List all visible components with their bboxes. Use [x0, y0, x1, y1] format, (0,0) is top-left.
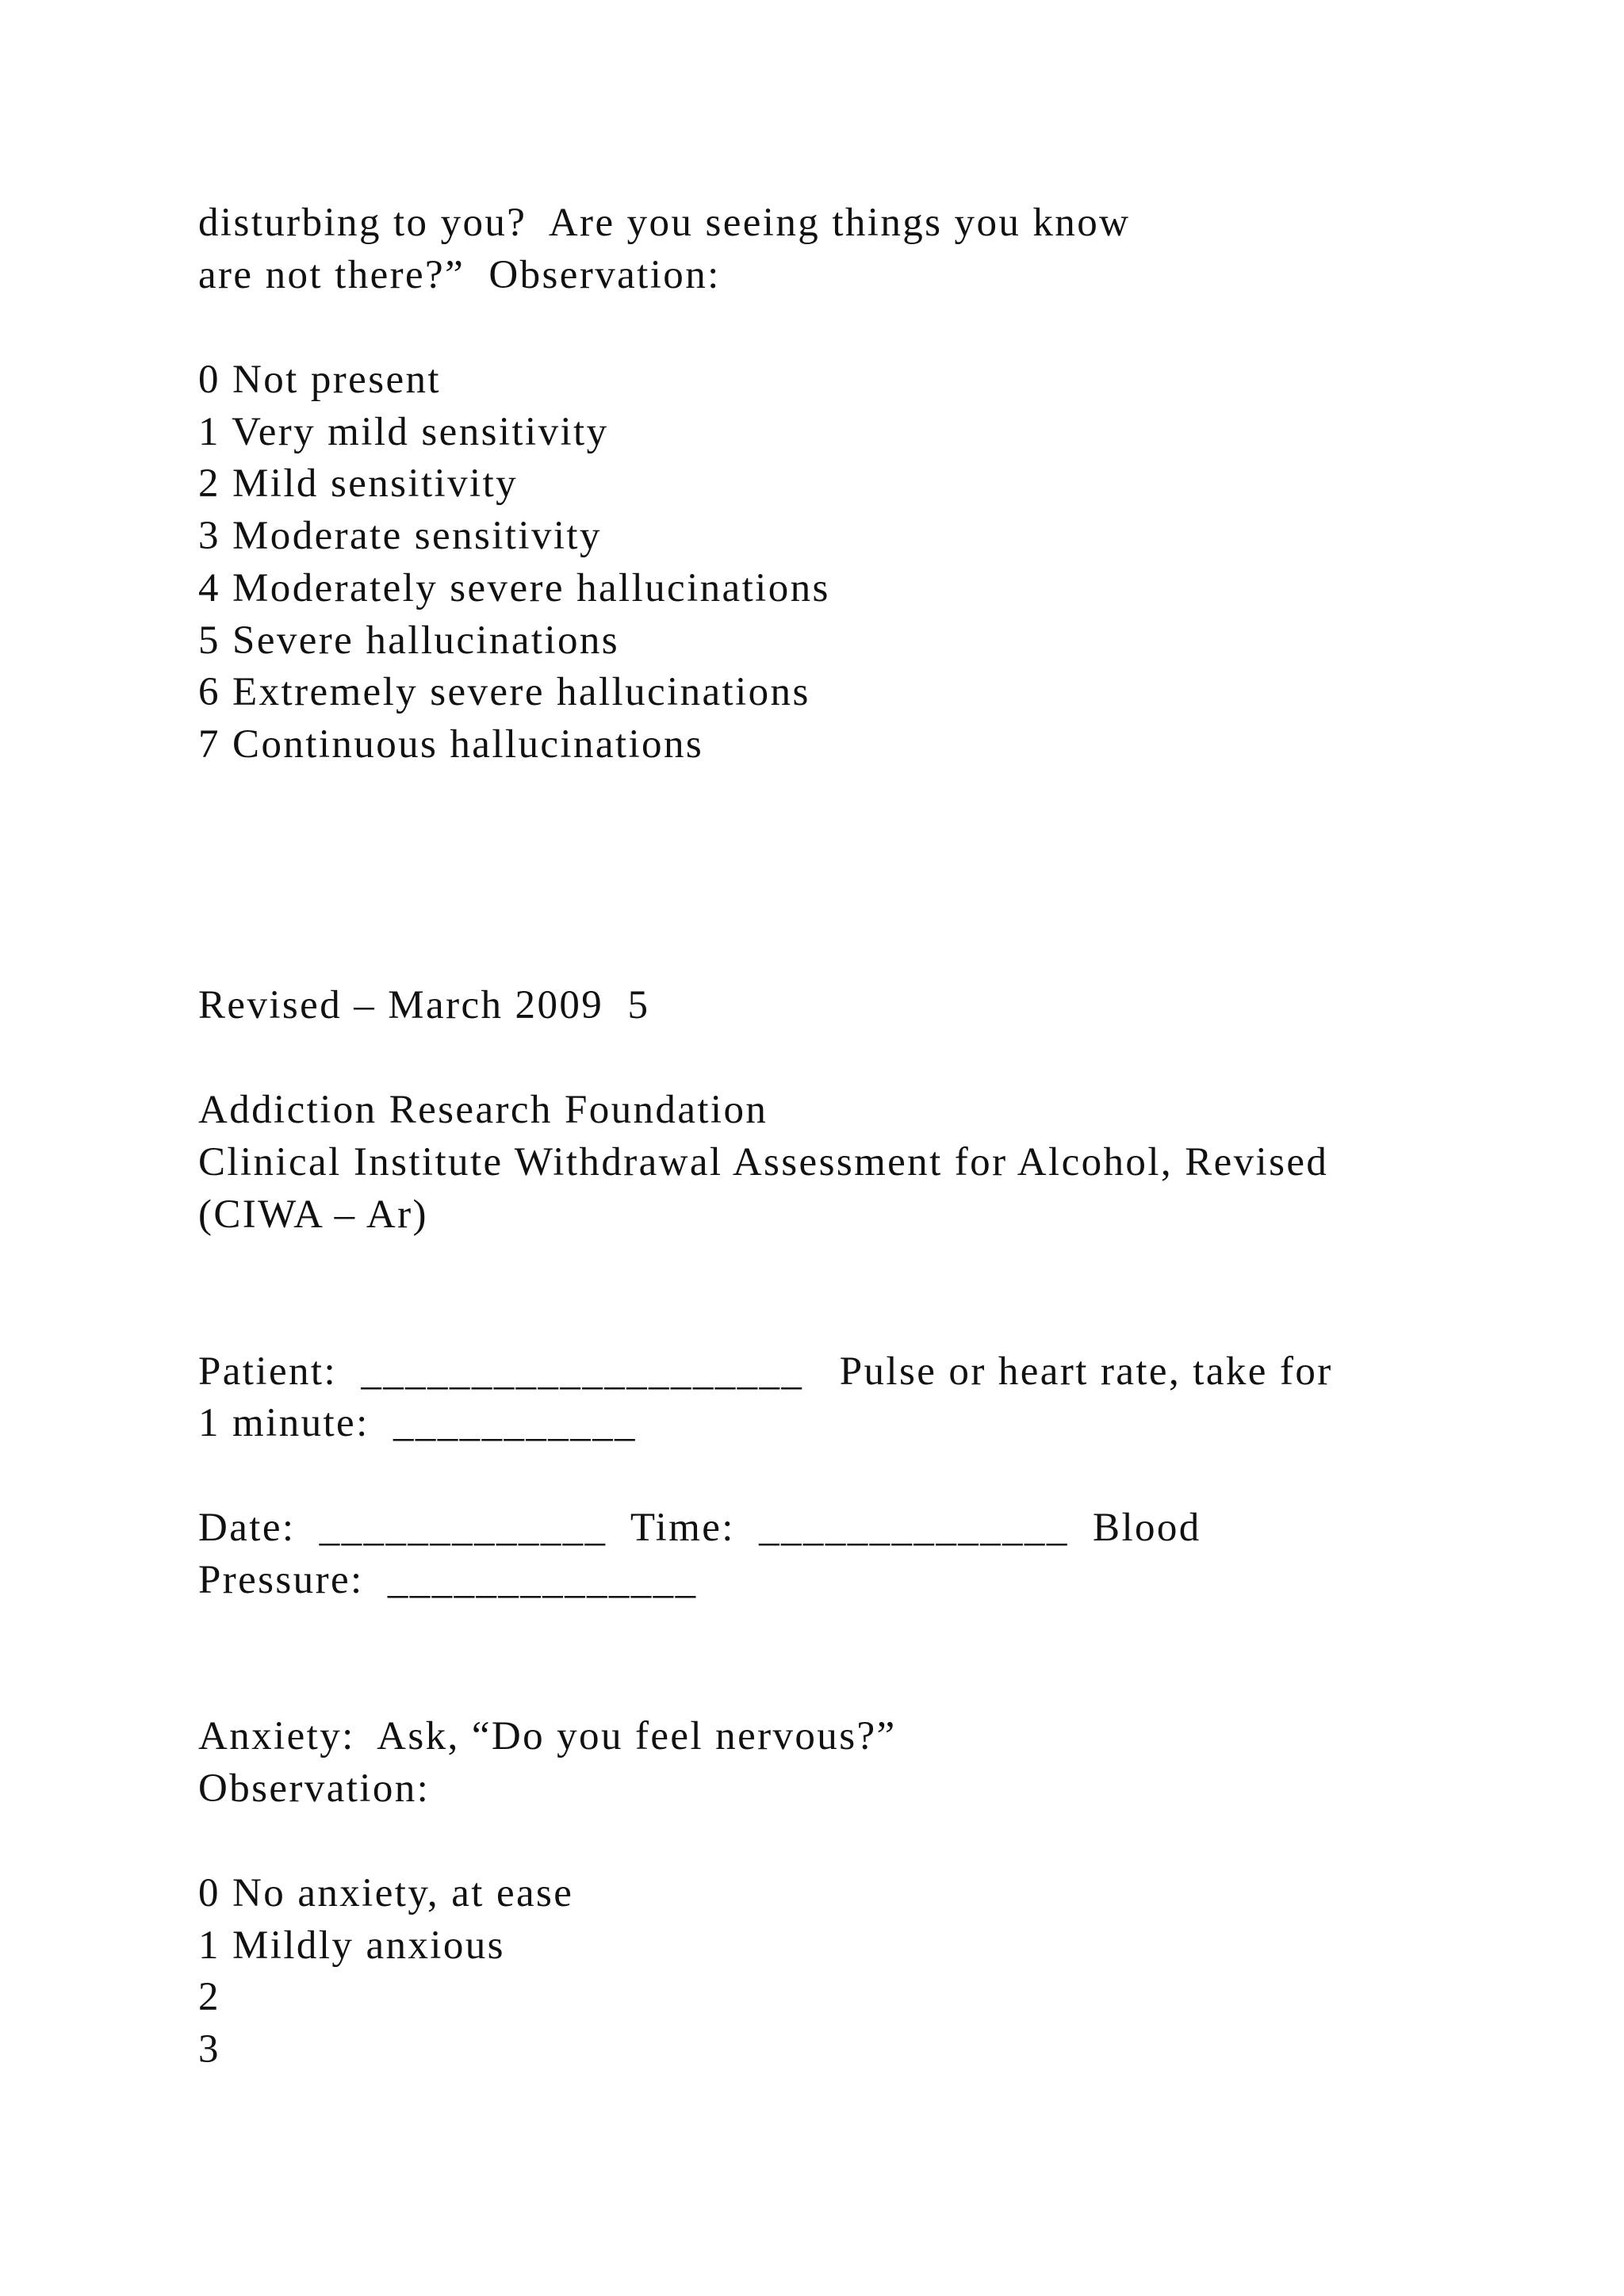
form-abbreviation: (CIWA – Ar) [198, 1192, 428, 1237]
option-line: 3 [198, 2027, 220, 2072]
option-line: 2 [198, 1975, 220, 2019]
option-line: 4 Moderately severe hallucinations [198, 566, 830, 610]
date-time-field-line: Date: _____________ Time: ______________ Blood [198, 1506, 1201, 1550]
blood-pressure-field-line: Pressure: ______________ [198, 1558, 698, 1602]
option-line: 1 Very mild sensitivity [198, 410, 609, 454]
option-line: 2 Mild sensitivity [198, 461, 519, 506]
pulse-minute-field-line: 1 minute: ___________ [198, 1401, 637, 1445]
option-line: 0 No anxiety, at ease [198, 1871, 574, 1915]
revision-footer: Revised – March 2009 5 [198, 983, 650, 1027]
option-line: 3 Moderate sensitivity [198, 514, 602, 558]
option-line: 7 Continuous hallucinations [198, 722, 704, 767]
option-line: 0 Not present [198, 358, 441, 402]
text-line: disturbing to you? Are you seeing things you know [198, 201, 1131, 245]
anxiety-question: Anxiety: Ask, “Do you feel nervous?” [198, 1714, 897, 1758]
organization-title: Addiction Research Foundation [198, 1088, 768, 1132]
option-line: 6 Extremely severe hallucinations [198, 670, 810, 714]
text-line: are not there?” Observation: [198, 253, 721, 297]
option-line: 1 Mildly anxious [198, 1923, 505, 1968]
observation-label: Observation: [198, 1766, 431, 1811]
form-title: Clinical Institute Withdrawal Assessment for Alcohol, Revised [198, 1140, 1329, 1184]
option-line: 5 Severe hallucinations [198, 618, 620, 663]
patient-pulse-field-line: Patient: ____________________ Pulse or heart rate, take for [198, 1349, 1333, 1394]
